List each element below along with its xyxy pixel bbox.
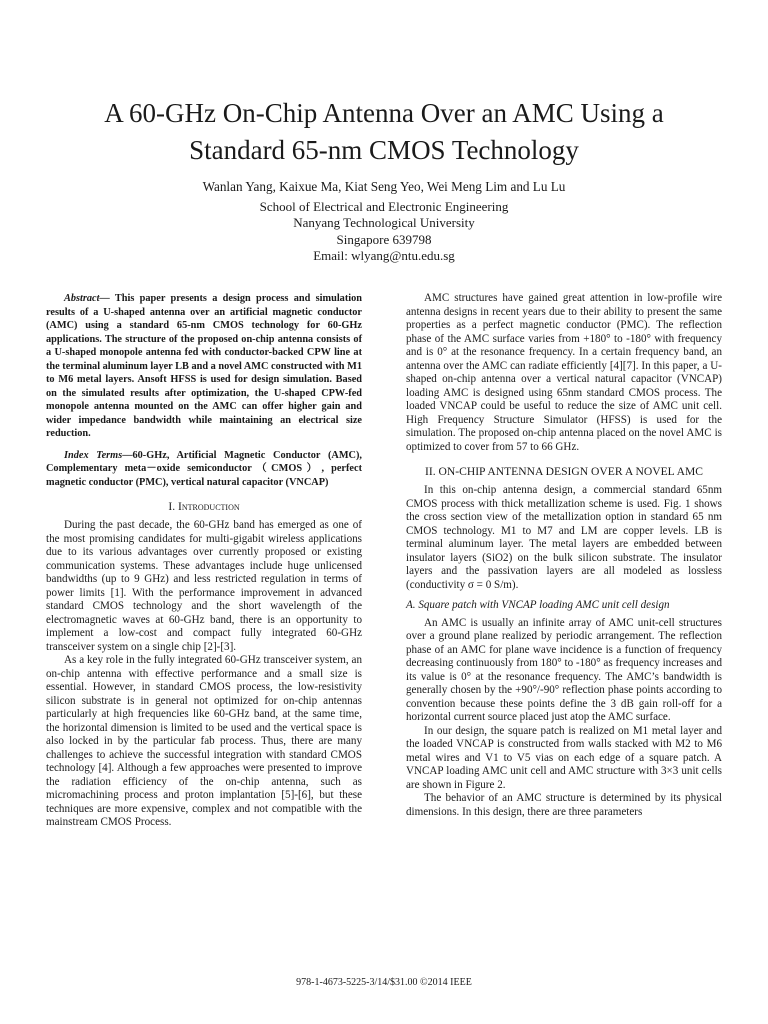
affiliation-city: Singapore 639798 [336, 231, 432, 247]
abstract-text: This paper presents a design process and simulation results of a U-shaped antenna over an artificial magnetic conductor (AMC) using a standard 65-nm CMOS technology for 60-GHz applications. The structure of the proposed on-chip antenna consists of a U-shaped monopole antenna fed with conductor-backed CPW line at the terminal aluminum layer LB and a novel AMC constructed with M1 to M6 metal layers. Ansoft HFSS is used for design simulation. Based on the simulated results after optimization, the U-shaped CPW-fed monopole antenna mounted on the AMC can offer higher gain and wider impedance bandwidth while maintaining an electrical size reduction. [46, 293, 362, 439]
affiliation-email: Email: wlyang@ntu.edu.sg [313, 248, 455, 264]
unit-cell-paragraph-2: In our design, the square patch is realized on M1 metal layer and the loaded VNCAP is constructed from walls stacked with M2 to M6 metal wires and V1 to V5 vias on each edge of a square patch. A VNCAP loading AMC unit cell and AMC structure with 3×3 unit cells are shown in Figure 2. [406, 724, 722, 791]
title-line-1: A 60-GHz On-Chip Antenna Over an AMC Using a [104, 98, 664, 128]
section-heading-antenna-design: II. ON-CHIP ANTENNA DESIGN OVER A NOVEL AMC [424, 465, 704, 478]
design-paragraph: In this on-chip antenna design, a commercial standard 65nm CMOS process with thick metallization scheme is used. Fig. 1 shows the cross section view of the metallization option in standard 65 nm CMOS technology. M1 to M7 and LM are copper levels. LB is terminal aluminum layer. The metal layers are embedded between insulator layers (SiO2) on the bulk silicon substrate. The insulator layers and the passivation layers are all modeled as lossless (conductivity σ = 0 S/m). [406, 484, 722, 591]
subsection-heading-unit-cell: A. Square patch with VNCAP loading AMC unit cell design [406, 599, 670, 611]
author-list: Wanlan Yang, Kaixue Ma, Kiat Seng Yeo, Wei Meng Lim and Lu Lu [202, 179, 566, 194]
unit-cell-paragraph-1: An AMC is usually an infinite array of AMC unit-cell structures over a ground plane realized by periodic arrangement. The reflection phase of an AMC for plane wave incidence is a function of frequency decreasing continuously from 180° to -180° as frequency increases and its value is 0° at the resonance frequency. The AMC’s bandwidth is generally chosen by the +90°/-90° reflection phase points according to convention because these points define the 3 dB gain roll-off for a horizontal current source placed just atop the AMC surface. [406, 616, 723, 723]
intro-paragraph-2: As a key role in the fully integrated 60-GHz transceiver system, an on-chip antenna with effective performance and a small size is essential. However, in standard CMOS process, the low-resistivity silicon substrate is in general not optimized for on-chip antennas particularly at high frequencies like 60-GHz band, at the same time, the horizontal dimension is limited to be used and the vertical space is also locked in by the particular fab process. Thus, there are many challenges to achieve the successful integration with standard CMOS technology [4]. Although a few approaches were presented to improve the radiation efficiency of the on-chip antenna, such as micromachining process and proton implantation [5]-[6], but these techniques are more expensive, complex and not compatible with the mainstream CMOS Process. [46, 654, 362, 828]
index-terms-text: —60-GHz, Artificial Magnetic Conductor (AMC), Complementary meta－oxide semiconductor（CMOS）, perfect magnetic conductor (PMC), vertical natural capacitor (VNCAP) [46, 449, 362, 488]
title-line-2: Standard 65-nm CMOS Technology [189, 135, 579, 165]
left-column [46, 292, 362, 830]
paper-title [30, 95, 738, 169]
copyright-footer: 978-1-4673-5225-3/14/$31.00 ©2014 IEEE [296, 977, 472, 988]
amc-intro-paragraph: AMC structures have gained great attention in low-profile wire antenna designs in recent years due to their ability to present the same properties as a perfect magnetic conductor (PMC). The reflection phase of the AMC surface varies from +180° to -180° with frequency and is 0° at the resonance frequency. In a certain frequency band, an antenna over the AMC can radiate efficiently [4][7]. In this paper, a U-shaped on-chip antenna over a vertical natural capacitor (VNCAP) loading AMC is designed using 65nm standard CMOS process. The loaded VNCAP could be useful to reduce the size of AMC unit cell. High Frequency Structure Simulator (HFSS) is used for the simulation. The proposed on-chip antenna placed on the novel AMC is optimized to cover from 57 to 66 GHz. [406, 292, 722, 453]
affiliation-block [40, 199, 728, 265]
affiliation-university: Nanyang Technological University [293, 215, 475, 231]
right-column [406, 292, 722, 819]
section-heading-introduction: I. Introduction [168, 500, 240, 513]
index-terms-lead: Index Terms [64, 449, 123, 461]
abstract-lead: Abstract— [64, 293, 110, 304]
abstract [46, 292, 362, 441]
intro-paragraph-1: During the past decade, the 60-GHz band has emerged as one of the most promising candidates for multi-gigabit wireless applications due to its various advantages over currently proposed or existing communication systems. These advantages include huge unlicensed bandwidths (up to 9 GHz) and less restricted regulation in terms of power limits [1]. With the performance improvement in advanced standard CMOS technology and the short wavelength of the electromagnetic waves at 60-GHz band, there is an opportunity to implement a low-cost and compact fully integrated 60-GHz transceiver system on a single chip [2]-[3]. [46, 519, 362, 653]
affiliation-school: School of Electrical and Electronic Engineering [259, 199, 509, 214]
index-terms [46, 449, 362, 490]
unit-cell-paragraph-3: The behavior of an AMC structure is determined by its physical dimensions. In this design, there are three parameters [406, 792, 722, 818]
